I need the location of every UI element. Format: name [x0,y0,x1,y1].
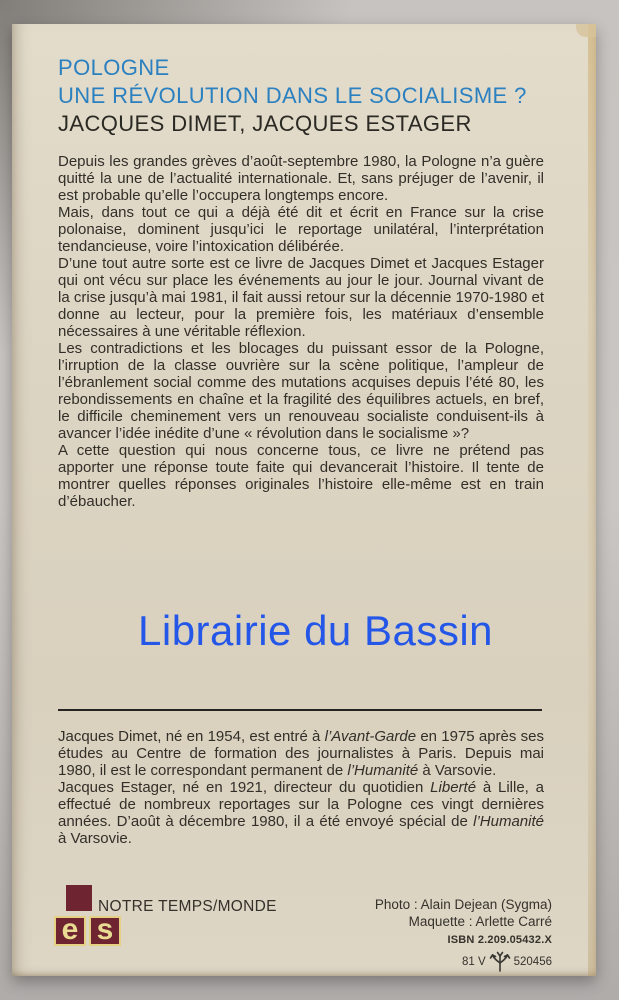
book-authors: JACQUES DIMET, JACQUES ESTAGER [58,111,472,136]
blurb-paragraph: D’une tout autre sorte est ce livre de Jacques Dimet et Jacques Estager qui ont vécu sur place les événements au jour le jour. Journal vivant de la crise jusqu’à mai 1981, il fait aussi retour sur la décennie 1970-1980 et donne au lecteur, pour la première fois, les matériaux d’ensemble nécessaires à une véritable réflexion. [58,255,544,340]
publication-name: l’Avant-Garde [324,728,417,745]
divider-rule [58,709,542,711]
publication-name: l’Humanité [473,813,544,830]
author-bios [58,728,544,847]
publisher-imprint: NOTRE TEMPS/MONDE [98,898,277,915]
publication-name: l’Humanité [347,762,419,779]
es-logo-letter-e: e [54,916,86,946]
layout-credit: Maquette : Arlette Carré [408,914,552,929]
edition-code-left: 81 V [461,956,486,968]
bio-text: à Lille, a effectué de nombreux reportages sur la Pologne ces vingt dernières années. D’août à décembre 1980, il a été envoyé spécial de [58,779,544,830]
bio-dimet [58,728,544,779]
edition-code [375,950,552,974]
blurb-paragraph: Les contradictions et les blocages du puissant essor de la Pologne, l’irruption de la classe ouvrière sur la scène politique, l’ampleur de l’ébranlement social comme des mutations acquises depuis l’été 80, les rebondissements en chaîne et la fragilité des équilibres actuels, en bref, le difficile cheminement vers un renouveau socialiste conduisent-ils à avancer l’idée inédite d’une « révolution dans le socialisme »? [58,340,544,442]
photo-credit: Photo : Alain Dejean (Sygma) [374,897,552,912]
es-logo-square [66,885,92,911]
back-cover-blurb [58,153,544,510]
isbn: ISBN 2.209.05432.X [447,934,552,946]
book-title-line1: POLOGNE [58,55,170,80]
bio-text: à Varsovie. [58,830,132,847]
blurb-paragraph: Depuis les grandes grèves d’août-septembre 1980, la Pologne n’a guère quitté la une de l’actualité internationale. Et, sans préjuger de l’avenir, il est probable qu’elle l’occupera longtemps encore. [58,153,544,204]
bio-estager [58,779,544,847]
bookseller-watermark: Librairie du Bassin [138,607,494,654]
bio-text: Jacques Estager, né en 1921, directeur du quotidien [58,779,431,796]
book-title [58,54,544,110]
blurb-paragraph: A cette question qui nous concerne tous, ce livre ne prétend pas apporter une réponse toute faite qui devancerait l’histoire. Il tente de montrer quelles réponses originales l’histoire elle-même est en train d’ébaucher. [58,442,544,510]
edition-code-right: 520456 [513,956,552,968]
blurb-paragraph: Mais, dans tout ce qui a déjà été dit et écrit en France sur la crise polonaise, dominent jusqu’ici le reportage unilatéral, l’interprétation tendancieuse, voire l’intoxication délibérée. [58,204,544,255]
credits [375,896,552,974]
bio-text: à Varsovie. [418,762,497,779]
publisher-colophon-icon [488,950,512,974]
book-title-line2: UNE RÉVOLUTION DANS LE SOCIALISME ? [58,83,527,108]
bio-text: Jacques Dimet, né en 1954, est entré à [58,728,325,745]
book-back-cover [12,24,596,976]
bio-text: en 1975 après ses études au Centre de formation des journalistes à Paris. Depuis mai 1980, il est le correspondant permanent de [58,728,544,779]
publication-name: Liberté [430,779,477,796]
es-logo-letter-s: s [89,916,121,946]
